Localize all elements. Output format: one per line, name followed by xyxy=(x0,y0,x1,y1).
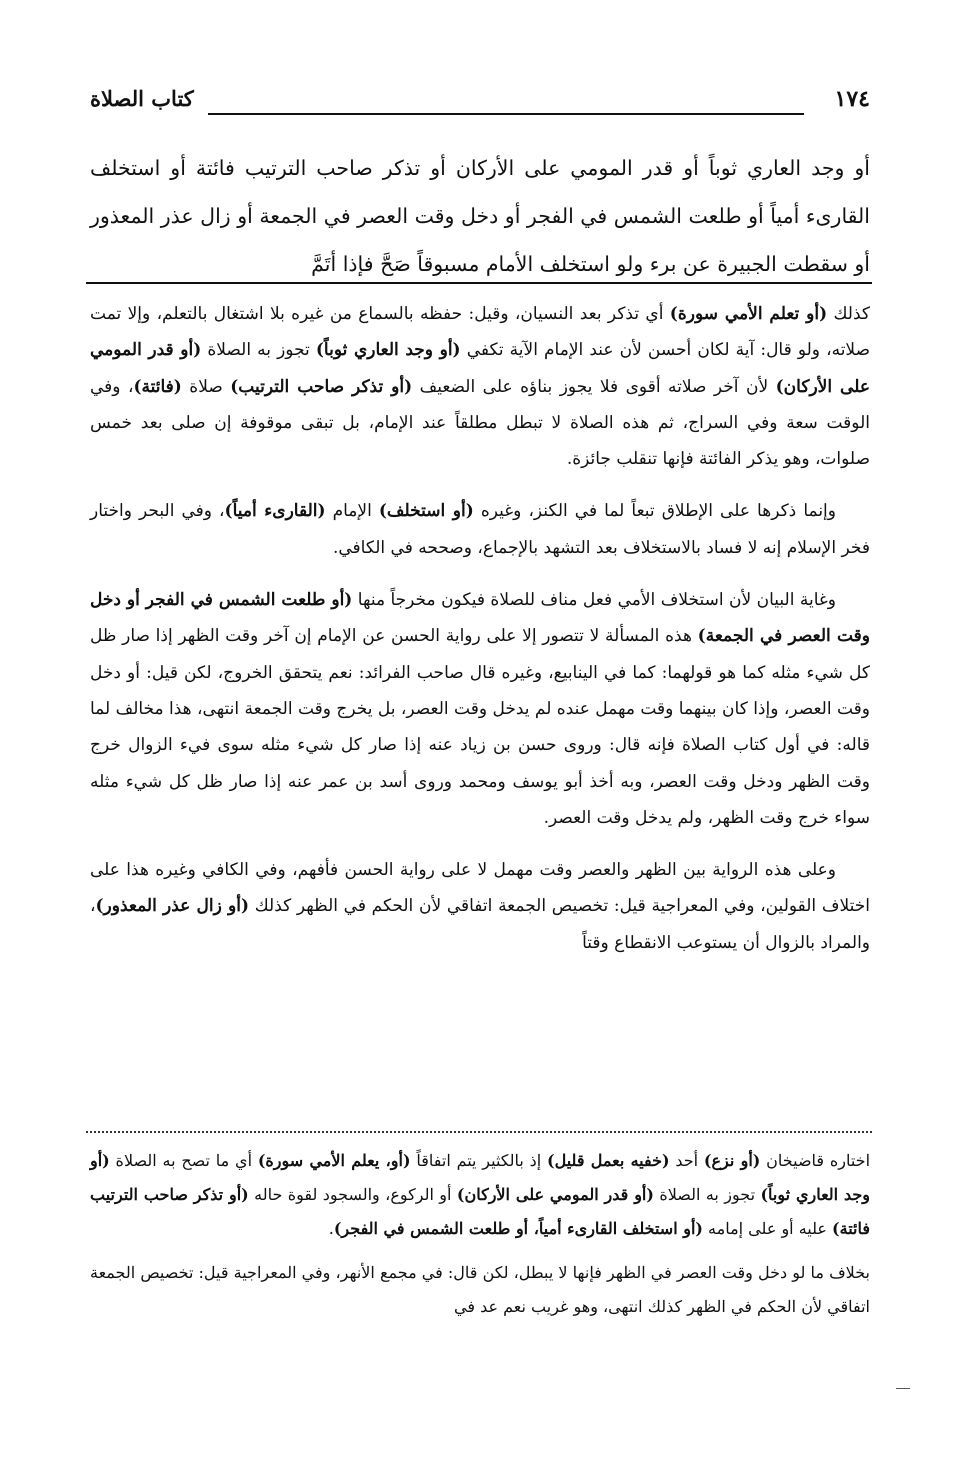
quoted-matn: (أو طلعت الشمس في الفجر أو دخل وقت العصر في الجمعة) xyxy=(90,590,871,647)
quoted-matn: (أو، يعلم الأمي سورة) xyxy=(257,1151,411,1170)
text-run: تجوز به الصلاة xyxy=(201,340,316,361)
quoted-matn: (القارىء أمياً) xyxy=(224,501,326,522)
text-run: عليه أو على إمامه xyxy=(702,1219,833,1238)
text-run: بخلاف ما لو دخل وقت العصر في الظهر فإنها لا يبطل، لكن قال: في مجمع الأنهر، وفي المعراجية قيل: تخصيص الجمعة اتفاقي لأن الحكم في الظهر كذلك انتهى، وهو غريب نعم عد في xyxy=(90,1263,870,1316)
text-run: تجوز به الصلاة xyxy=(653,1185,761,1204)
page-corner-mark xyxy=(896,1388,910,1389)
commentary-paragraph-2 xyxy=(90,493,870,566)
marginal-gloss xyxy=(90,1144,870,1324)
text-run: اختاره قاضيخان xyxy=(760,1151,871,1170)
text-run: وإنما ذكرها على الإطلاق تبعاً لما في الكنز، وغيره xyxy=(473,501,836,522)
text-run: إذ بالكثير يتم اتفاقاً xyxy=(410,1151,548,1170)
main-text xyxy=(90,144,870,288)
main-text-paragraph: أو وجد العاري ثوباً أو قدر المومي على الأركان أو تذكر صاحب الترتيب فائتة أو استخلف القارىء أمياً أو طلعت الشمس في الفجر أو دخل وقت العصر في الجمعة أو زال عذر المعذور أو سقطت الجبيرة عن برء ولو استخلف الأمام مسبوقاً صَحَّ فإذا أتَمَّ xyxy=(90,156,870,276)
commentary-paragraph-3 xyxy=(90,582,870,836)
quoted-matn: (أو قدر المومي على الأركان) xyxy=(90,340,870,397)
quoted-matn: (أو وجد العاري ثوباً) xyxy=(90,1151,871,1204)
quoted-matn: (أو استخلف) xyxy=(378,501,474,522)
text-run: هذه المسألة لا تتصور إلا على رواية الحسن عن الإمام إن آخر وقت الظهر إذا صار ظل كل شيء مثله كما هو قولهما: كما في الينابيع، وغيره قال صاحب الفرائد: نعم يتحقق الخروج، لكن قيل: أو دخل وقت العصر، وإذا كان بينهما وقت مهمل عنده لم يدخل وقت العصر، بل يخرج وقت الجمعة انتهى، هذا مخالف لما قاله: في أول كتاب الصلاة فإنه قال: وروى حسن بن زياد عنه إذا صار كل شيء مثله سوى فيء الزوال خرج وقت الظهر ودخل وقت العصر، وبه أخذ أبو يوسف ومحمد وروى أسد بن عمر عنه إذا صار ظل كل شيء مثله سواء خرج وقت الظهر، ولم يدخل وقت العصر. xyxy=(90,626,870,828)
commentary xyxy=(90,296,870,961)
main-text-separator xyxy=(86,282,872,284)
page-number: ١٧٤ xyxy=(834,86,870,112)
text-run: أي ما تصح به الصلاة xyxy=(109,1151,258,1170)
text-run: لأن آخر صلاته أقوى فلا يجوز بناؤه على الضعيف xyxy=(412,376,776,397)
quoted-matn: (خفيه بعمل قليل) xyxy=(547,1151,670,1170)
text-run: كذلك xyxy=(827,304,870,324)
book-title: كتاب الصلاة xyxy=(90,86,194,111)
text-run: ، وفي الوقت سعة وفي السراج، ثم هذه الصلاة لا تبطل مطلقاً عند الإمام، بل تبقى موقوفة إن صلى بعد خمس صلوات، وهو يذكر الفائتة فإنها تنقلب جائزة. xyxy=(90,376,870,470)
header-rule xyxy=(208,113,804,115)
quoted-matn: (أو وجد العاري ثوباً) xyxy=(315,340,461,361)
gloss-paragraph-2 xyxy=(90,1256,870,1324)
commentary-paragraph-1 xyxy=(90,296,870,477)
text-run: وعلى هذه الرواية بين الظهر والعصر وقت مهمل لا على رواية الحسن فأفهم، وفي الكافي وغيره هذا على اختلاف القولين، وفي المعراجية قيل: تخصيص الجمعة اتفاقي لأن الحكم في الظهر كذلك xyxy=(90,860,870,917)
text-run: صلاة xyxy=(181,376,231,397)
gloss-separator xyxy=(86,1131,872,1133)
quoted-matn: (فائتة) xyxy=(133,376,182,397)
text-run: ، والمراد بالزوال أن يستوعب الانقطاع وقتاً xyxy=(90,896,870,953)
quoted-matn: (أو تعلم الأمي سورة) xyxy=(669,304,828,324)
quoted-matn: (أو استخلف القارىء أمياً، أو طلعت الشمس في الفجر) xyxy=(333,1219,703,1238)
quoted-matn: (أو نزع) xyxy=(703,1151,761,1170)
text-run: أحد xyxy=(669,1151,704,1170)
quoted-matn: (أو زال عذر المعذور) xyxy=(95,896,249,917)
gloss-paragraph-1 xyxy=(90,1144,870,1246)
commentary-paragraph-4 xyxy=(90,852,870,961)
text-run: ، وفي البحر واختار فخر الإسلام إنه لا فساد بالاستخلاف بعد التشهد بالإجماع، وصححه في الكافي. xyxy=(90,501,870,558)
running-header xyxy=(90,86,870,126)
quoted-matn: (أو تذكر صاحب الترتيب) xyxy=(230,376,413,397)
quoted-matn: (أو قدر المومي على الأركان) xyxy=(456,1185,654,1204)
text-run: . xyxy=(328,1219,334,1238)
text-run: أي تذكر بعد النسيان، وقيل: حفظه بالسماع من غيره بلا اشتغال بالتعلم، وإلا تمت صلاته، ولو قال: آية لكان أحسن لأن عند الإمام الآية تكفي xyxy=(90,304,870,361)
text-run: الإمام xyxy=(325,501,379,522)
text-run: أو الركوع، والسجود لقوة حاله xyxy=(248,1185,457,1204)
quoted-matn: (أو تذكر صاحب الترتيب فائتة) xyxy=(90,1185,870,1238)
text-run: وغاية البيان لأن استخلاف الأمي فعل مناف للصلاة فيكون مخرجاً منها xyxy=(352,590,836,611)
